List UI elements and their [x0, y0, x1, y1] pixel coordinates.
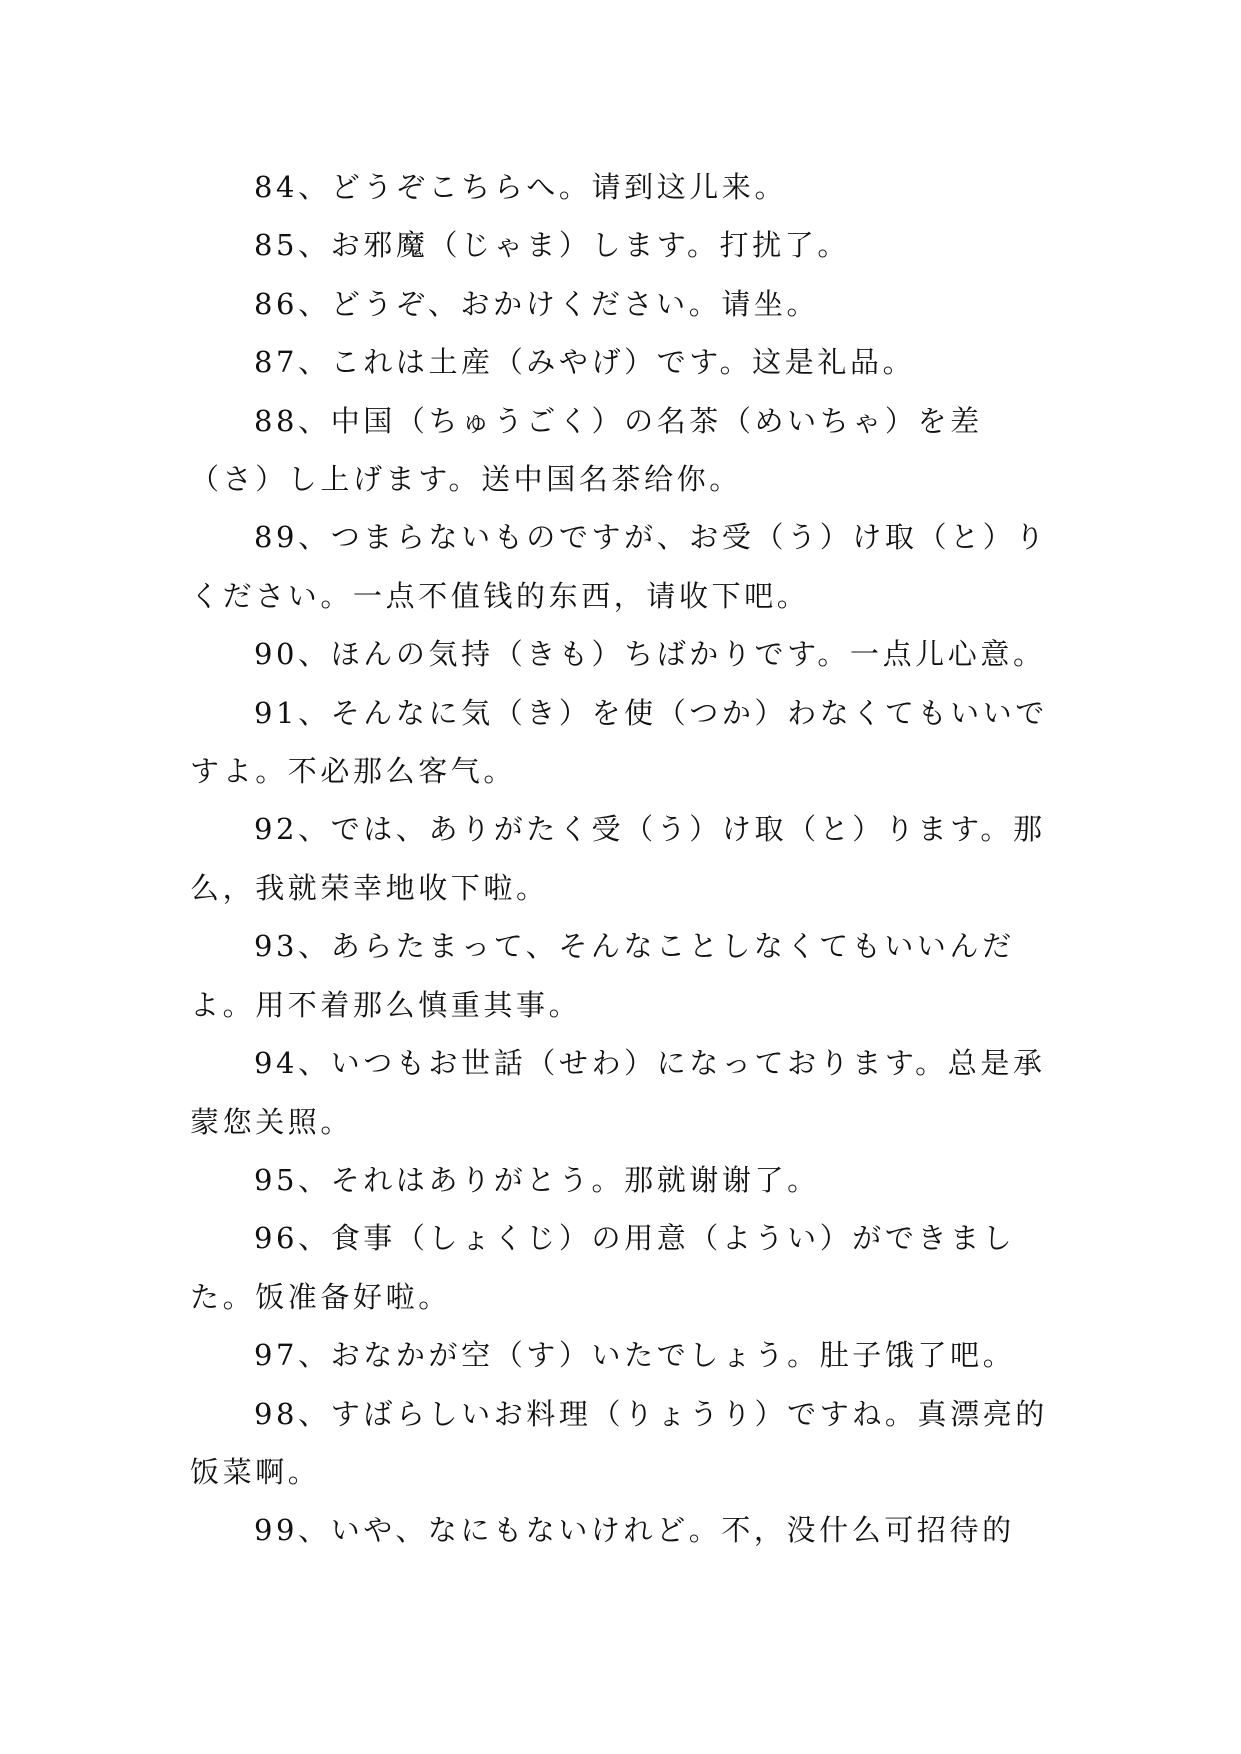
phrase-entry-98: 98、すばらしいお料理（りょうり）ですね。真漂亮的饭菜啊。	[190, 1396, 1048, 1489]
phrase-entry-96: 96、食事（しょくじ）の用意（ようい）ができました。饭准备好啦。	[190, 1221, 1016, 1314]
phrase-entry-90: 90、ほんの気持（きも）ちばかりです。一点儿心意。	[254, 637, 1046, 672]
phrase-entry-91: 91、そんなに気（き）を使（つか）わなくてもいいですよ。不必那么客气。	[190, 695, 1048, 789]
document-body	[190, 158, 1058, 1560]
phrase-entry-88: 88、中国（ちゅうごく）の名茶（めいちゃ）を差（さ）し上げます。送中国名茶给你。	[190, 403, 983, 497]
phrase-entry-89: 89、つまらないものですが、お受（う）け取（と）りください。一点不值钱的东西，请收下吧。	[190, 520, 1048, 613]
phrase-entry-84: 84、どうぞこちらへ。请到这儿来。	[254, 170, 788, 204]
phrase-entry-99: 99、いや、なにもないけれど。不，没什么可招待的	[254, 1513, 1015, 1548]
phrase-entry-92: 92、では、ありがたく受（う）け取（と）ります。那么，我就荣幸地收下啦。	[190, 812, 1046, 905]
phrase-entry-86: 86、どうぞ、おかけください。请坐。	[254, 286, 820, 321]
phrase-entry-93: 93、あらたまって、そんなことしなくてもいいんだよ。用不着那么慎重其事。	[190, 929, 1015, 1022]
phrase-entry-94: 94、いつもお世話（せわ）になっております。总是承蒙您关照。	[190, 1046, 1046, 1139]
phrase-entry-85: 85、お邪魔（じゃま）します。打扰了。	[254, 228, 850, 263]
phrase-entry-95: 95、それはありがとう。那就谢谢了。	[254, 1162, 820, 1197]
phrase-entry-87: 87、これは土産（みやげ）です。这是礼品。	[254, 345, 916, 380]
phrase-entry-97: 97、おなかが空（す）いたでしょう。肚子饿了吧。	[254, 1338, 1016, 1373]
